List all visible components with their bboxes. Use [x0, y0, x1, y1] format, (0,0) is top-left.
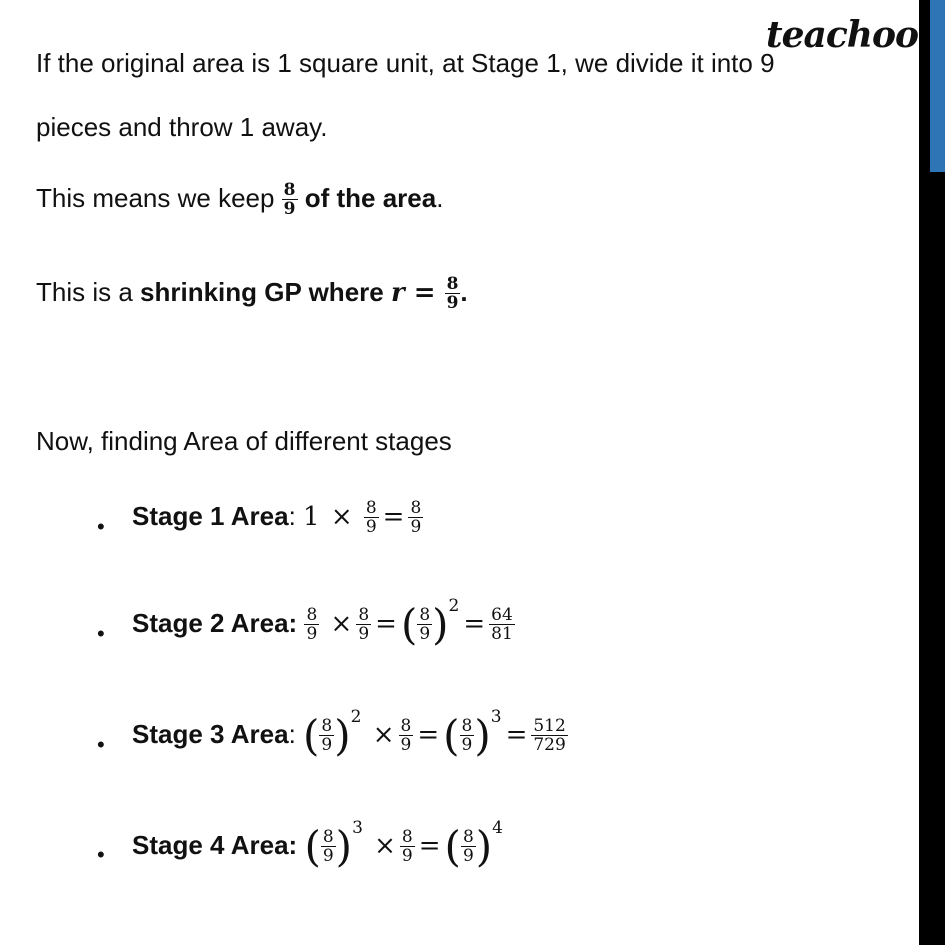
stage-4-line — [132, 818, 503, 871]
left-paren: ( — [444, 822, 461, 871]
gp-bold: shrinking GP where — [140, 276, 391, 307]
denominator: 729 — [533, 735, 566, 755]
paren-fraction — [304, 822, 353, 871]
stage-label: Stage 3 Area — [132, 718, 289, 749]
denominator: 9 — [446, 293, 459, 313]
now-line: Now, finding Area of different stages — [36, 426, 452, 456]
denominator: 9 — [462, 846, 474, 866]
paren-fraction — [444, 822, 493, 871]
gp-eq: = — [404, 277, 445, 308]
exponent: 3 — [352, 818, 363, 838]
denominator: 9 — [358, 624, 370, 644]
stage-label: Stage 1 Area — [132, 500, 289, 531]
denominator: 9 — [401, 846, 413, 866]
bullet: • — [97, 621, 105, 646]
equals-sign: = — [417, 719, 440, 750]
equals-sign: = — [463, 608, 486, 639]
right-paren: ) — [432, 600, 449, 649]
numerator: 64 — [491, 605, 513, 625]
right-paren: ) — [334, 711, 351, 760]
keep-fraction — [282, 182, 298, 218]
numerator: 8 — [321, 716, 333, 736]
denominator: 9 — [400, 735, 412, 755]
equals-sign: = — [382, 501, 405, 532]
paren-fraction — [303, 711, 351, 760]
bullet: • — [97, 514, 105, 539]
denominator: 9 — [410, 517, 422, 537]
gp-end: . — [460, 276, 468, 307]
bullet: • — [97, 842, 105, 867]
numerator: 8 — [358, 605, 370, 625]
equals-sign: = — [505, 719, 528, 750]
left-paren: ( — [400, 600, 418, 649]
paren-fraction — [400, 600, 449, 649]
keep-prefix: This means we keep — [36, 182, 282, 213]
fraction-8-9 — [408, 500, 423, 536]
bullet: • — [97, 732, 105, 757]
intro-line-2: pieces and throw 1 away. — [36, 112, 328, 142]
stage-3-line — [132, 707, 568, 760]
gp-var: r — [390, 277, 405, 308]
denominator: 9 — [419, 624, 431, 644]
fraction-8-9 — [364, 500, 379, 536]
exponent: 2 — [448, 596, 460, 616]
stage-label: Stage 4 Area: — [132, 829, 298, 860]
times-sign: × — [330, 608, 353, 639]
keep-bold: of the area — [297, 182, 437, 213]
stage-label: Stage 2 Area: — [132, 607, 298, 638]
fraction-8-9 — [319, 718, 334, 754]
fraction-8-9 — [321, 829, 336, 865]
denominator: 9 — [321, 735, 333, 755]
numerator: 8 — [419, 605, 431, 625]
fraction-8-9 — [400, 829, 415, 865]
numerator: 8 — [322, 827, 334, 847]
times-sign: × — [372, 719, 395, 750]
stage-colon: : — [288, 718, 296, 749]
numerator: 8 — [410, 498, 422, 518]
fraction-8-9 — [399, 718, 414, 754]
numerator: 8 — [306, 605, 318, 625]
fraction-8-9 — [460, 718, 475, 754]
keep-sentence — [36, 182, 443, 218]
fraction-8-9 — [461, 829, 476, 865]
exponent: 2 — [350, 707, 362, 727]
numerator: 8 — [365, 498, 377, 518]
paren-fraction — [443, 711, 491, 760]
gp-sentence — [36, 276, 468, 312]
fraction-512-729 — [531, 718, 567, 754]
fraction-8-9 — [304, 607, 319, 643]
denominator: 81 — [491, 624, 513, 644]
denominator: 9 — [283, 199, 296, 219]
numerator: 8 — [462, 827, 474, 847]
intro-line-1: If the original area is 1 square unit, at Stage 1, we divide it into 9 — [36, 48, 775, 78]
right-paren: ) — [335, 822, 353, 871]
times-sign: × — [330, 501, 353, 532]
gp-fraction — [445, 276, 461, 312]
numerator: 8 — [461, 716, 473, 736]
numerator: 512 — [533, 716, 566, 736]
fraction-64-81 — [489, 607, 515, 643]
keep-end: . — [436, 182, 444, 213]
denominator: 9 — [461, 735, 473, 755]
stage-1-line — [132, 500, 423, 536]
fraction-8-9 — [417, 607, 432, 643]
right-paren: ) — [475, 822, 493, 871]
equals-sign: = — [375, 608, 397, 639]
fraction-8-9 — [356, 607, 371, 643]
numerator: 8 — [283, 180, 296, 200]
denominator: 9 — [306, 624, 318, 644]
denominator: 9 — [365, 517, 377, 537]
left-paren: ( — [304, 822, 321, 871]
right-paren: ) — [474, 711, 491, 760]
denominator: 9 — [322, 846, 334, 866]
times-sign: × — [374, 830, 396, 861]
left-paren: ( — [303, 711, 320, 760]
exponent: 4 — [492, 818, 503, 838]
left-paren: ( — [443, 711, 460, 760]
one: 1 — [303, 501, 320, 532]
teachoo-logo: teachoo — [766, 14, 918, 56]
equals-sign: = — [418, 830, 441, 861]
numerator: 8 — [401, 827, 413, 847]
numerator: 8 — [400, 716, 412, 736]
stage-colon: : — [288, 500, 296, 531]
stage-2-line — [132, 596, 515, 649]
exponent: 3 — [490, 707, 502, 727]
gp-prefix: This is a — [36, 276, 141, 307]
numerator: 8 — [446, 274, 459, 294]
scrollbar-thumb[interactable] — [930, 0, 945, 172]
